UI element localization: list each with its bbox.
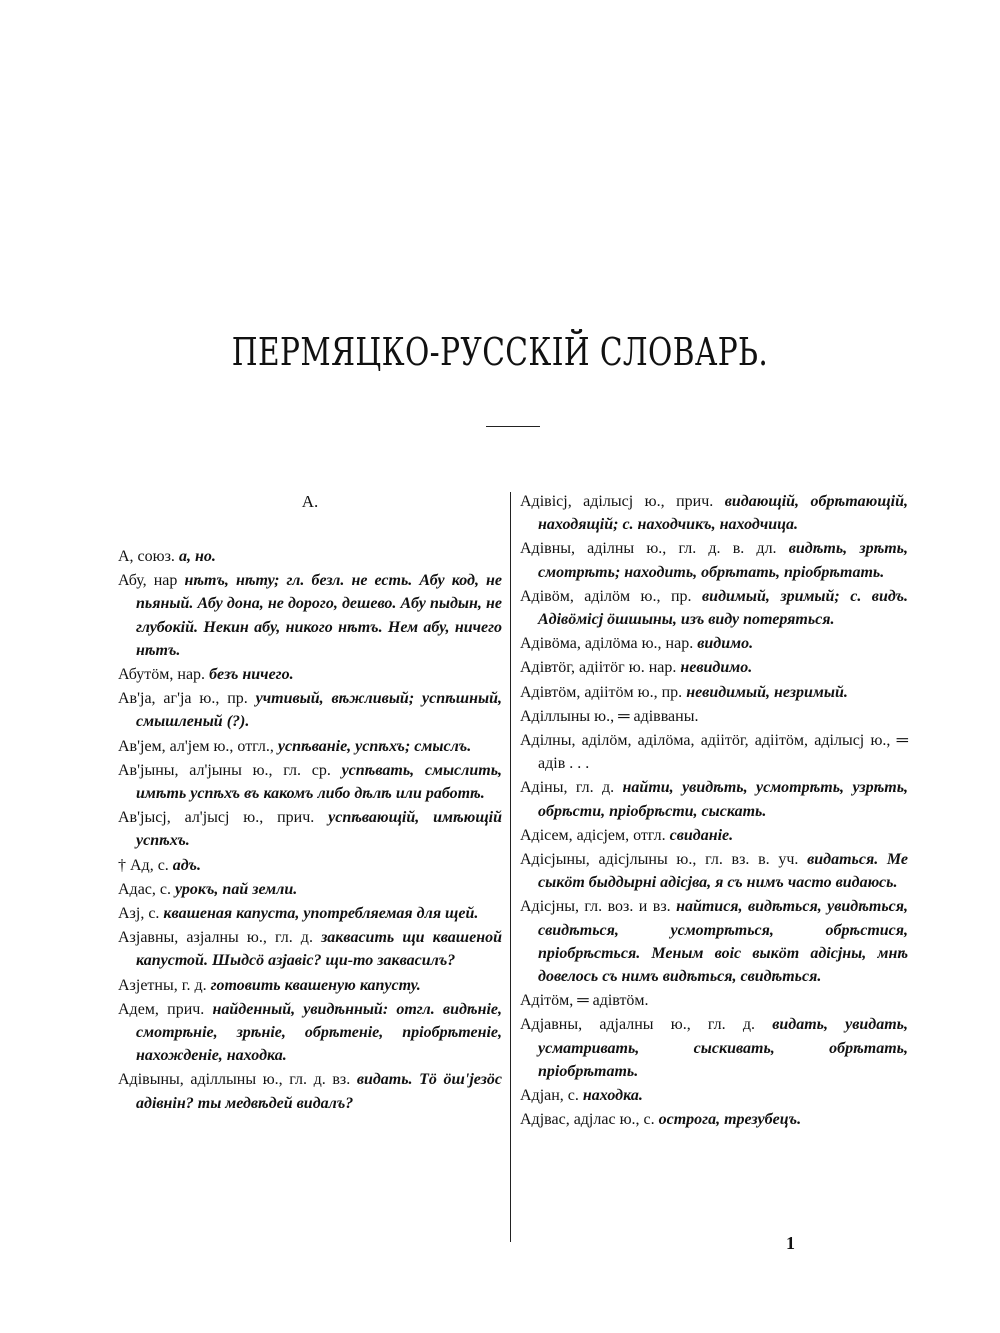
right-column <box>520 490 908 1132</box>
entry-gloss: урокъ, пай земли. <box>175 880 298 898</box>
dictionary-entry <box>118 569 502 662</box>
entry-headword: † Ад, с. <box>118 856 173 874</box>
letter-heading: А. <box>301 492 319 511</box>
entry-gloss: учтивый, вѣжливый; успѣшный, смышленый (?). <box>136 690 502 731</box>
dictionary-entry <box>118 878 502 901</box>
dictionary-entry <box>520 989 908 1012</box>
entry-gloss: острога, трезубецъ. <box>658 1111 802 1129</box>
entry-headword: Адісем, адісjем, отгл. <box>520 826 670 844</box>
dictionary-entry <box>118 854 502 877</box>
entry-headword: Аділны, аділӧм, аділӧма, адіітӧг, адіітӧм, аділысj ю., ═ адів . . . <box>520 732 908 773</box>
left-column <box>118 490 502 1116</box>
entry-headword: Адем, прич. <box>118 1000 213 1018</box>
entry-headword: Азjетны, г. д. <box>118 976 211 994</box>
entry-gloss: видимо. <box>697 635 754 653</box>
entry-gloss: видать, увидать, усматривать, сыскивать, обрѣтать, пріобрѣтать. <box>538 1016 908 1080</box>
entry-headword: Адас, с. <box>118 880 175 898</box>
entry-gloss: видать. Тӧ ӧш'jезӧс адівнін? ты медвѣдей видалъ? <box>136 1071 502 1112</box>
entry-headword: А, союз. <box>118 548 179 565</box>
entry-headword: Ав'jыны, ал'jыны ю., гл. ср. <box>118 761 342 779</box>
entry-gloss: успѣваніе, успѣхъ; смыслъ. <box>277 737 472 755</box>
page-number: 1 <box>786 1233 795 1253</box>
entry-headword: Ав'ја, аг'ја ю., пр. <box>118 690 256 708</box>
entry-headword: Адівісj, аділысj ю., прич. <box>520 493 725 510</box>
dictionary-entry <box>118 998 502 1068</box>
entry-gloss: видѣть, зрѣть, смотрѣть; находить, обрѣтать, пріобрѣтать. <box>538 540 908 581</box>
entry-gloss: квашеная капуста, употребляемая для щей. <box>163 905 479 923</box>
entry-gloss: найденный, увидѣнный: отгл. видѣніе, смотрѣніе, зрѣніе, обрѣтеніе, пріобрѣтеніе, нахожденіе, находка. <box>136 1000 503 1065</box>
dictionary-entry <box>118 545 502 568</box>
entry-headword: Адјан, с. <box>520 1087 583 1105</box>
page-title: ПЕРМЯЦКО-РУССКІЙ СЛОВАРЬ. <box>231 330 769 374</box>
entry-headword: Адівтӧг, адіітӧг ю. нар. <box>520 659 681 677</box>
dictionary-entry <box>520 729 908 775</box>
entry-headword: Адівӧм, аділӧм ю., пр. <box>520 587 703 605</box>
dictionary-entry <box>520 632 908 655</box>
entry-gloss: видимый, зримый; с. видъ. Адівӧмісj ӧшшыны, изъ виду потеряться. <box>538 587 908 629</box>
dictionary-entry <box>520 490 908 536</box>
dictionary-entry <box>520 776 908 822</box>
entry-gloss: невидимый, незримый. <box>686 683 848 701</box>
dictionary-entry <box>520 895 908 988</box>
entry-headword: Абутӧм, нар. <box>118 666 210 684</box>
dictionary-entry <box>520 537 908 583</box>
entry-gloss: найти, увидѣть, усмотрѣть, узрѣть, обрѣсти, пріобрѣсти, сыскать. <box>538 779 908 820</box>
dictionary-entry <box>118 759 502 805</box>
entry-headword: Аділлыны ю., ═ адівваны. <box>520 707 699 725</box>
entry-headword: Адітӧм, ═ адівтӧм. <box>520 992 649 1010</box>
entry-headword: Азjавны, азjалны ю., гл. д. <box>118 929 322 947</box>
entry-headword: Адјвас, адјлас ю., с. <box>520 1111 659 1129</box>
entry-gloss: заквасить щи квашеной капустой. Шыдсӧ азjавіс? щи-то заквасилъ? <box>136 929 503 970</box>
dictionary-entry <box>118 735 502 758</box>
entry-headword: Адівтӧм, адіітӧм ю., пр. <box>520 683 687 701</box>
entry-headword: Азj, с. <box>118 905 164 923</box>
title-rule <box>486 426 540 427</box>
entry-headword: Адіны, гл. д. <box>520 779 623 797</box>
right-entry-list <box>520 490 908 1131</box>
entry-headword: Адівӧма, аділӧма ю., нар. <box>520 635 698 653</box>
dictionary-entry <box>118 974 502 997</box>
column-divider <box>510 492 511 1242</box>
dictionary-entry <box>118 902 502 925</box>
entry-headword: Ав'jысj, ал'jысj ю., прич. <box>118 809 329 827</box>
entry-headword: Адівны, аділны ю., гл. д. в. дл. <box>520 540 789 558</box>
entry-gloss: видающій, обрѣтающій, находящій; с. находчикъ, находчица. <box>538 493 908 534</box>
entry-gloss: нѣтъ, нѣту; гл. безл. не есть. Абу код, не пьяный. Абу дона, не дорого, дешево. Абу пыдын, не глубокій. Некин абу, никого нѣтъ. Нем абу, ничего нѣтъ. <box>136 572 502 659</box>
dictionary-entry <box>520 681 908 704</box>
entry-gloss: найтися, видѣться, увидѣться, свидѣться, усмотрѣться, обрѣстися, пріобрѣсться. Меным воіс выкӧт адісjны, мнѣ довелось съ нимъ видѣться, свидѣться. <box>538 898 908 986</box>
dictionary-entry <box>520 1084 908 1107</box>
dictionary-entry <box>520 705 908 728</box>
dictionary-entry <box>520 656 908 679</box>
entry-gloss: адъ. <box>172 856 201 874</box>
dictionary-entry <box>118 663 502 686</box>
dictionary-entry <box>118 806 502 852</box>
dictionary-entry <box>118 926 502 972</box>
entry-gloss: а, но. <box>178 548 216 565</box>
entry-gloss: безъ ничего. <box>209 666 294 684</box>
entry-gloss: готовить квашеную капусту. <box>210 976 421 994</box>
entry-headword: Ав'jем, ал'jем ю., отгл., <box>118 737 278 755</box>
entry-headword: Адівыны, аділлыны ю., гл. д. вз. <box>118 1071 357 1089</box>
dictionary-entry <box>118 687 502 733</box>
entry-gloss: успѣвающій, имѣющій успѣхъ. <box>136 809 503 850</box>
dictionary-entry <box>520 1108 908 1131</box>
entry-gloss: находка. <box>582 1087 643 1105</box>
entry-headword: Адјавны, адјалны ю., гл. д. <box>520 1016 773 1034</box>
dictionary-entry <box>520 848 908 894</box>
dictionary-entry <box>520 585 908 631</box>
entry-gloss: свиданіе. <box>669 826 734 844</box>
dictionary-entry <box>520 1013 908 1083</box>
left-entry-list <box>118 545 502 1115</box>
dictionary-entry <box>118 1068 502 1114</box>
entry-gloss: успѣвать, смыслить, имѣть успѣхъ въ какомъ либо дѣлѣ или работѣ. <box>136 761 503 803</box>
entry-headword: Абу, нар <box>118 572 185 590</box>
entry-gloss: невидимо. <box>680 659 753 677</box>
entry-headword: Адісjны, гл. воз. и вз. <box>520 898 677 916</box>
dictionary-entry <box>520 824 908 847</box>
entry-gloss: видаться. Ме сыкӧт быддырні адісjва, я съ нимъ часто видаюсь. <box>538 851 908 892</box>
entry-headword: Адісjыны, адісjлыны ю., гл. вз. в. уч. <box>520 851 808 869</box>
